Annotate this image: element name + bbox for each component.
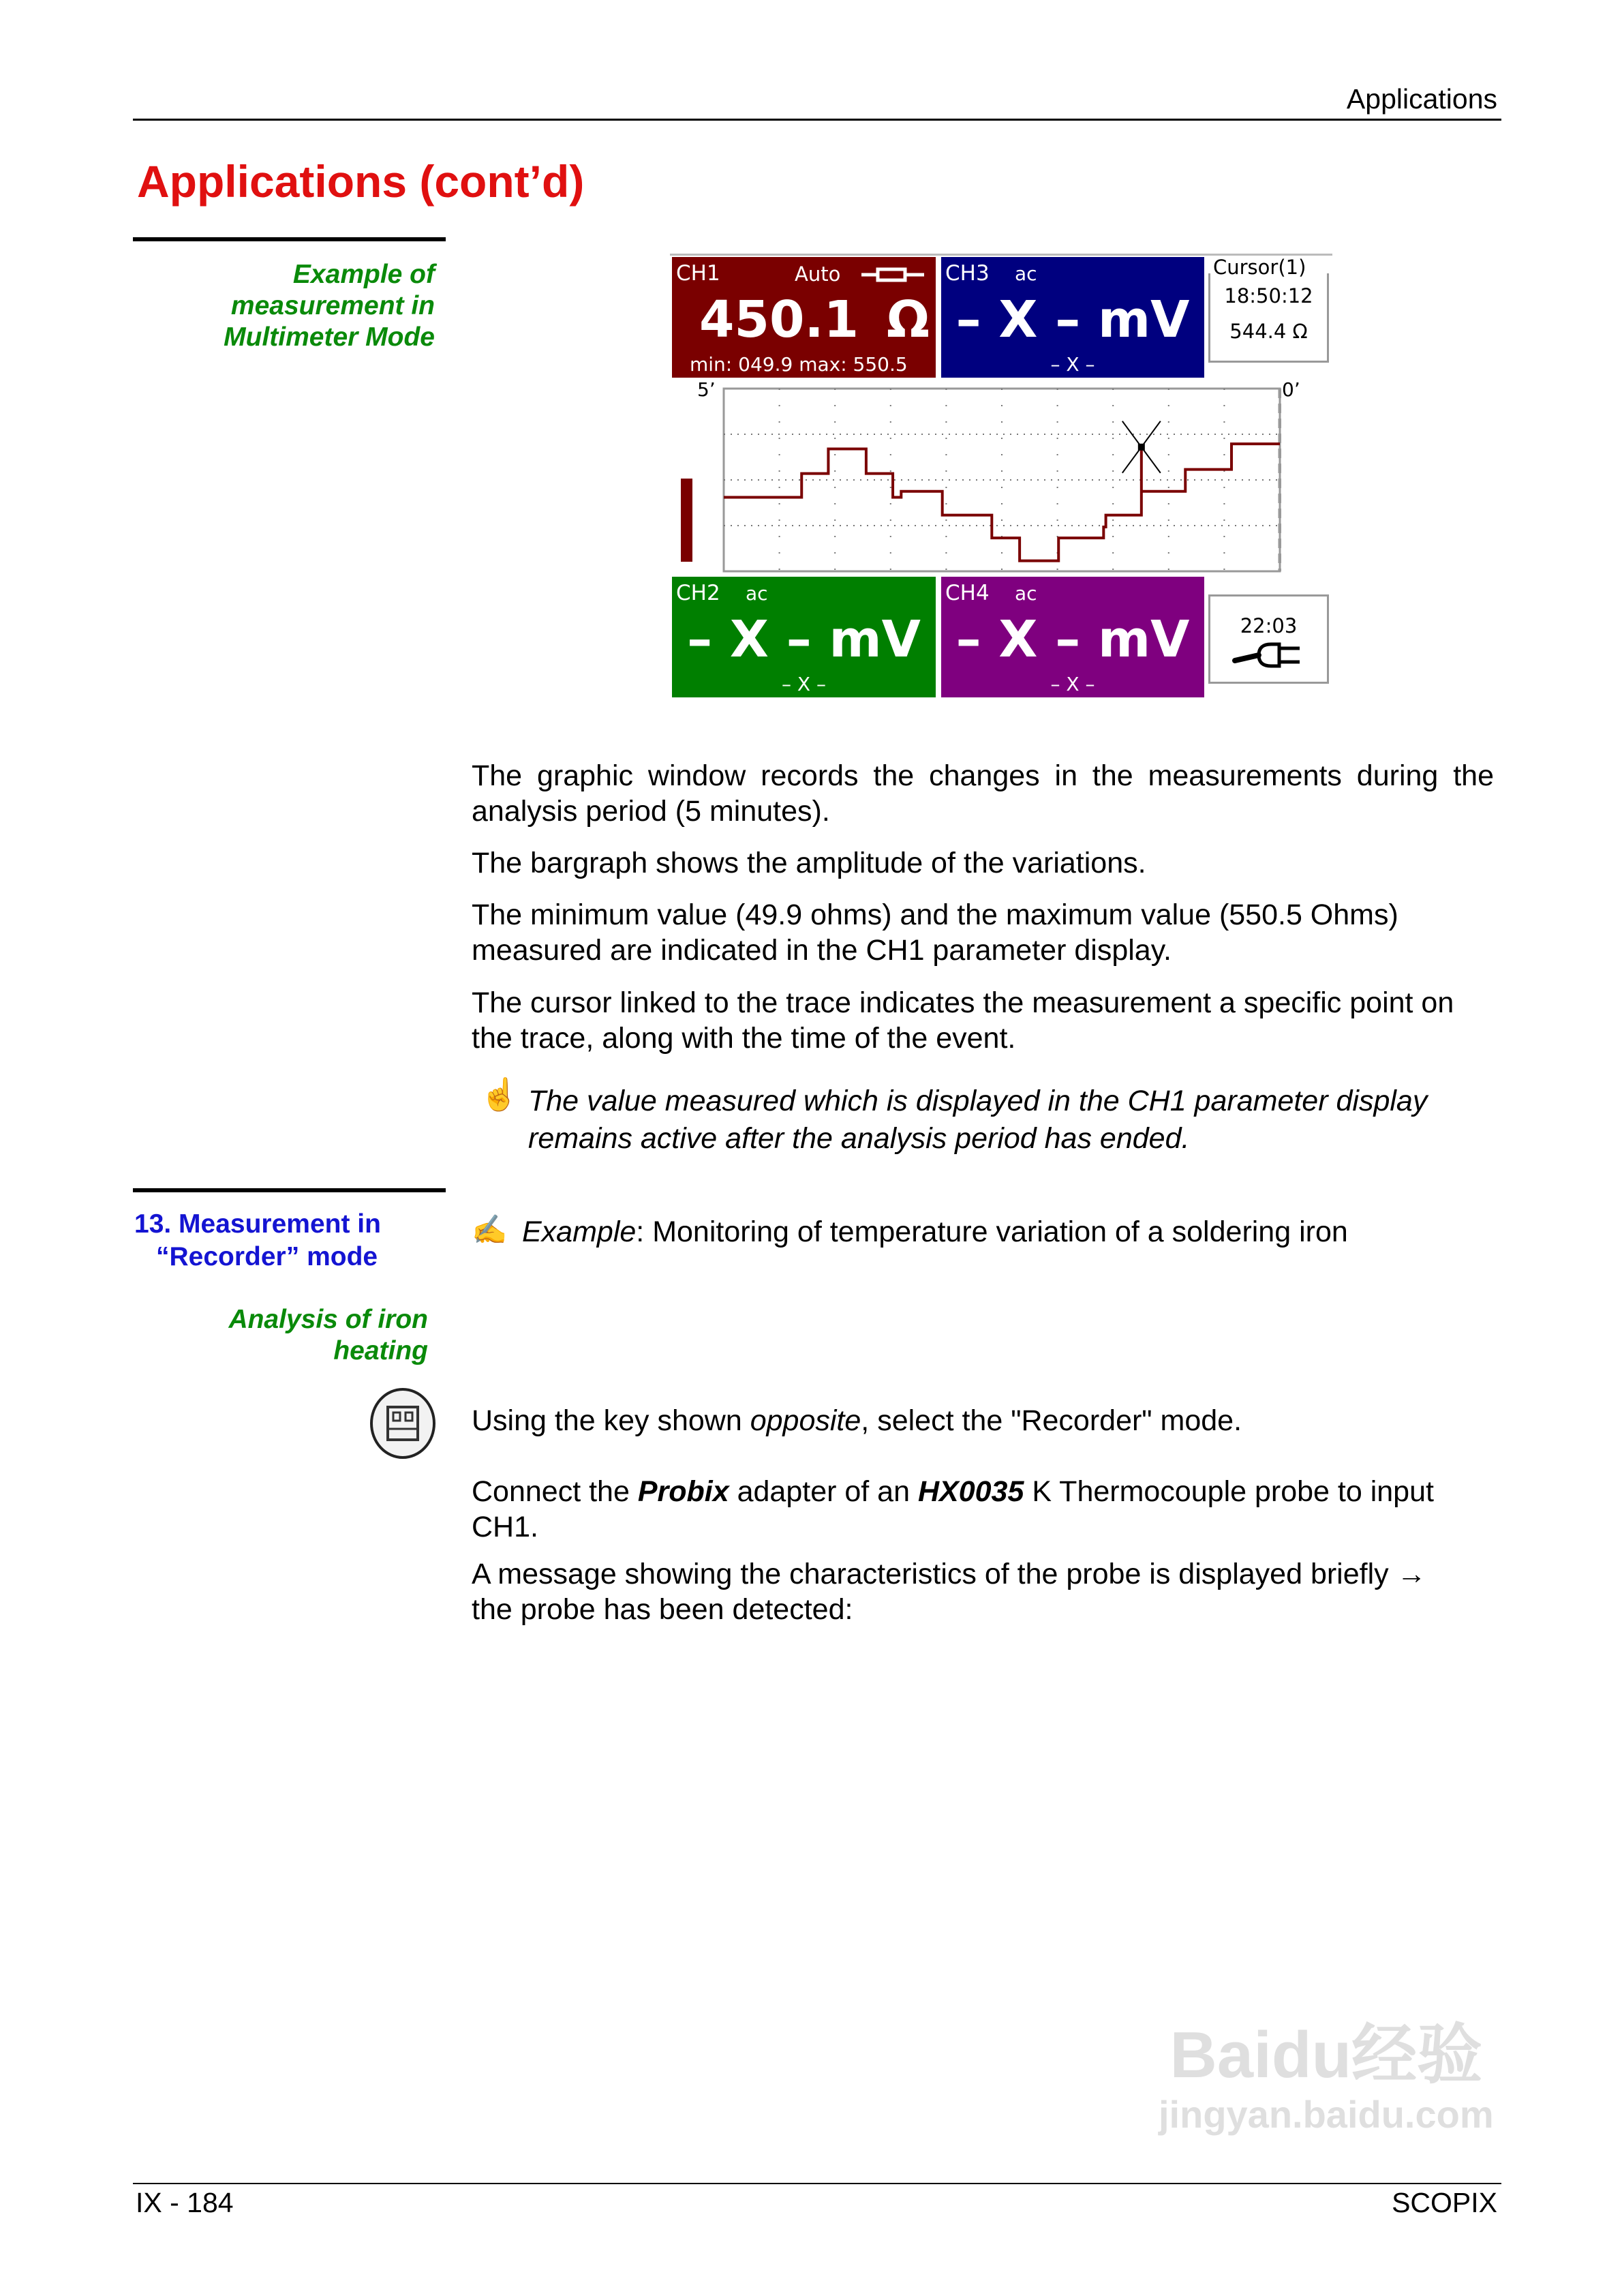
ch2-label: CH2: [676, 581, 720, 605]
clock-box: [1208, 594, 1329, 684]
step-1: [472, 1403, 1494, 1438]
side-heading-multimeter: [224, 259, 435, 353]
ch1-label: CH1: [676, 261, 720, 286]
hx0035-term: HX0035: [917, 1475, 1024, 1508]
header-rule: [133, 119, 1501, 121]
paragraph-3: The minimum value (49.9 ohms) and the maximum value (550.5 Ohms) measured are indicated in the CH1 parameter display.: [472, 898, 1398, 967]
step-2-text-end: K Thermocouple probe to input CH1.: [472, 1475, 1434, 1543]
ch4-value: – X – mV: [955, 610, 1190, 669]
ch1-minmax: min: 049.9 max: 550.5: [690, 353, 908, 376]
ch3-label: CH3: [945, 261, 990, 286]
side-heading-line: Analysis of iron: [228, 1305, 428, 1334]
side-heading-line: measurement in: [230, 291, 435, 320]
ch3-value: – X – mV: [955, 290, 1190, 349]
scale-left: 5’: [697, 378, 716, 401]
power-plug-icon: [1231, 640, 1306, 670]
ch1-mode: Auto: [795, 262, 841, 286]
watermark-url: jingyan.baidu.com: [1159, 2093, 1494, 2136]
ch2-coupling: ac: [746, 582, 768, 605]
side-heading-iron: [228, 1304, 428, 1367]
step-1-text-end: , select the "Recorder" mode.: [861, 1404, 1242, 1437]
ch4-coupling: ac: [1015, 582, 1037, 605]
section-13-line1: 13. Measurement in: [134, 1209, 381, 1239]
ch4-label: CH4: [945, 581, 990, 605]
ch2-panel: [672, 577, 936, 697]
ch3-panel: [941, 257, 1204, 378]
note-text: The value measured which is displayed in the CH1 parameter display remains active after the analysis period has ended.: [528, 1085, 1428, 1155]
side-heading-line: Example of: [292, 260, 435, 289]
page-number: IX - 184: [136, 2187, 234, 2218]
ch1-panel: [672, 257, 936, 378]
cursor-value: 544.4 Ω: [1229, 320, 1308, 343]
ch3-coupling: ac: [1015, 262, 1037, 285]
trace-graph: [722, 387, 1281, 573]
product-name: SCOPIX: [1392, 2187, 1497, 2218]
section-13-heading: [134, 1208, 381, 1273]
ch4-sub: – X –: [1050, 673, 1095, 695]
cursor-label: Cursor(1): [1210, 256, 1309, 279]
step-2-text-mid: adapter of an: [729, 1475, 918, 1508]
step-1-text: Using the key shown: [472, 1404, 750, 1437]
ch1-unit: Ω: [887, 290, 930, 349]
watermark-brand: Baidu经验: [1169, 2019, 1483, 2091]
ch2-value: – X – mV: [687, 610, 921, 669]
side-rule-1: [133, 237, 446, 241]
resistor-icon: [861, 267, 924, 283]
probix-term: Probix: [637, 1475, 729, 1508]
page-title: Applications (cont’d): [137, 156, 585, 207]
side-heading-line: heating: [333, 1336, 428, 1365]
paragraph-4: The cursor linked to the trace indicates the measurement a specific point on the trace, along with the time of the event.: [472, 986, 1454, 1055]
recorder-key-icon: [367, 1387, 438, 1460]
footer-rule: [133, 2183, 1501, 2184]
graph-frame: [724, 389, 1280, 571]
ch2-sub: – X –: [782, 673, 826, 695]
step-2-text: Connect the: [472, 1475, 638, 1508]
side-heading-line: Multimeter Mode: [224, 322, 435, 352]
scale-right: 0’: [1282, 378, 1300, 401]
example-text: : Monitoring of temperature variation of a soldering iron: [636, 1215, 1348, 1248]
running-header: Applications: [1346, 83, 1497, 115]
scope-display: [670, 254, 1332, 701]
ch4-panel: [941, 577, 1204, 697]
cursor-point: [1138, 444, 1145, 451]
pointing-hand-icon: ☝: [480, 1076, 519, 1112]
step-2: [472, 1474, 1480, 1545]
ch3-sub: – X –: [1050, 353, 1095, 376]
example-label: Example: [522, 1215, 637, 1248]
example-line: [522, 1214, 1490, 1250]
writing-hand-icon: ✍: [472, 1213, 508, 1245]
paragraph-2: The bargraph shows the amplitude of the variations.: [472, 847, 1146, 879]
step-1-emphasis: opposite: [750, 1404, 861, 1437]
bargraph-fill: [681, 479, 692, 562]
ch1-value: 450.1: [699, 290, 859, 349]
cursor-time: 18:50:12: [1224, 284, 1313, 307]
clock-time: 22:03: [1240, 614, 1298, 637]
step-3: A message showing the characteristics of the probe is displayed briefly → the probe has been detected:: [472, 1558, 1426, 1626]
cursor-box: [1208, 256, 1329, 363]
side-rule-2: [133, 1188, 446, 1192]
bargraph: [681, 443, 692, 562]
watermark: [1159, 2018, 1494, 2136]
paragraph-1: The graphic window records the changes in the measurements during the analysis period (5 minutes).: [472, 759, 1494, 828]
section-13-line2: “Recorder” mode: [156, 1242, 378, 1271]
